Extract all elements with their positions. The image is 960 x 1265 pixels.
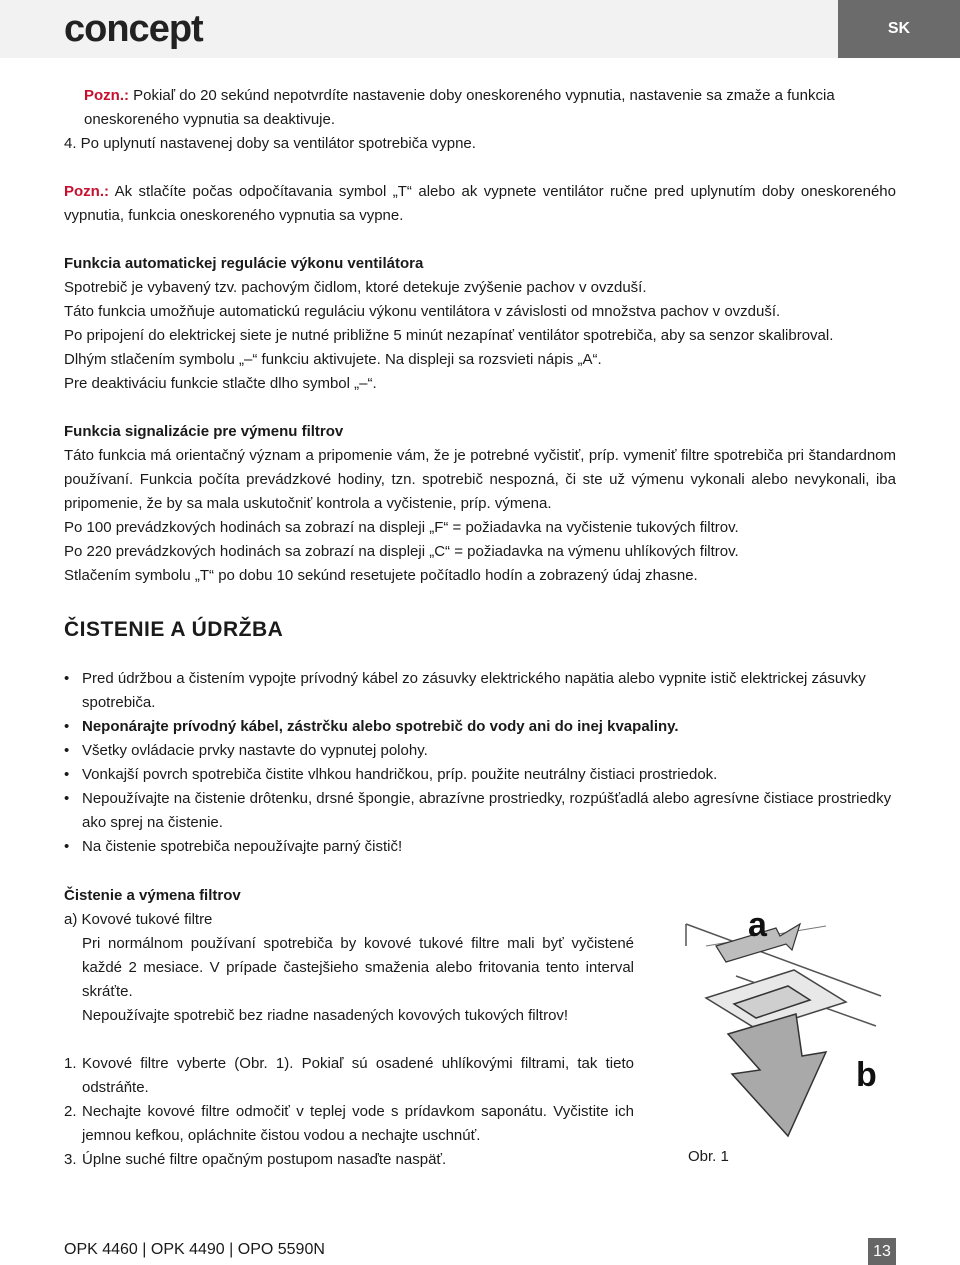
filters-title: Čistenie a výmena filtrov (64, 887, 241, 904)
auto-reg-line-2: Po pripojení do elektrickej siete je nutné približne 5 minút nezapínať ventilátor spotrebiča, aby sa senzor skalibroval. (64, 327, 834, 344)
filter-signal-para: Táto funkcia má orientačný význam a pripomenie vám, že je potrebné vyčistiť, príp. vymeniť filtre spotrebiča pri štandardnom používaní. Funkcia počíta prevádzkové hodiny, tzn. spotrebič nespozná, či ste už výmenu vykonali alebo nevykonali, iba pripomenie, že by sa mala uskutočniť kontrola a vyčistenie, príp. výmena. (64, 447, 896, 512)
filters-section (64, 884, 634, 1172)
filter-signal-line-2: Stlačením symbolu „T“ po dobu 10 sekúnd resetujete počítadlo hodín a zobrazený údaj zhasne. (64, 567, 698, 584)
filters-para-2: Nepoužívajte spotrebič bez riadne nasadených kovových tukových filtrov! (82, 1007, 569, 1024)
page-number: 13 (868, 1238, 896, 1265)
bullet-icon: • (64, 742, 70, 759)
bullet-icon: • (64, 718, 70, 735)
auto-reg-line-0: Spotrebič je vybavený tzv. pachovým čidlom, ktoré detekuje zvýšenie pachov v ovzduší. (64, 279, 647, 296)
bullet-icon: • (64, 766, 70, 783)
list-item: 3. Úplne suché filtre opačným postupom nasaďte naspäť. (64, 1151, 447, 1168)
figure-caption: Obr. 1 (688, 1148, 729, 1165)
note-2-text: Ak stlačíte počas odpočítavania symbol „T“ alebo ak vypnete ventilátor ručne pred uplynutím doby oneskoreného vypnutia, funkcia oneskoreného vypnutia sa vypne. (64, 183, 896, 224)
list-item: • Pred údržbou a čistením vypojte prívodný kábel zo zásuvky elektrického napätia alebo vypnite istič elektrickej zásuvky spotrebiča. (64, 667, 896, 715)
note-2-label: Pozn.: (64, 183, 109, 200)
language-badge: SK (838, 0, 960, 58)
page-header (0, 0, 960, 58)
label-b: b (856, 1056, 877, 1094)
note-1-cont: oneskoreného vypnutia sa deaktivuje. (84, 111, 336, 128)
brand-logo: concept (64, 8, 203, 50)
arrow-b-icon (728, 1014, 826, 1136)
filters-steps (64, 1052, 634, 1172)
footer-models: OPK 4460 | OPK 4490 | OPO 5590N (64, 1241, 325, 1258)
note-1 (64, 84, 896, 108)
step-4: 4. Po uplynutí nastavenej doby sa ventilátor spotrebiča vypne. (64, 135, 476, 152)
main-content (64, 84, 896, 588)
cleaning-bullet-list (64, 667, 896, 859)
list-item: • Na čistenie spotrebiča nepoužívajte parný čistič! (64, 835, 896, 859)
auto-reg-line-3: Dlhým stlačením symbolu „–“ funkciu aktivujete. Na displeji sa rozsvieti nápis „A“. (64, 351, 602, 368)
bullet-icon: • (64, 838, 70, 855)
auto-reg-line-4: Pre deaktiváciu funkcie stlačte dlho symbol „–“. (64, 375, 377, 392)
note-2 (64, 180, 896, 228)
list-item: • Nepoužívajte na čistenie drôtenku, drsné špongie, abrazívne prostriedky, rozpúšťadlá alebo agresívne čistiace prostriedky ako sprej na čistenie. (64, 787, 896, 835)
auto-reg-line-1: Táto funkcia umožňuje automatickú reguláciu výkonu ventilátora v závislosti od množstva pachov v ovzduší. (64, 303, 781, 320)
label-a: a (748, 906, 767, 944)
bullet-icon: • (64, 790, 70, 807)
filters-sub-a: a) Kovové tukové filtre (64, 911, 213, 928)
list-item: • Neponárajte prívodný kábel, zástrčku alebo spotrebič do vody ani do inej kvapaliny. (64, 715, 896, 739)
bullet-icon: • (64, 670, 70, 687)
note-1-label: Pozn.: (84, 87, 129, 104)
note-1-text: Pokiaľ do 20 sekúnd nepotvrdíte nastavenie doby oneskoreného vypnutia, nastavenie sa zmaže a funkcia (129, 87, 835, 104)
auto-reg-title: Funkcia automatickej regulácie výkonu ventilátora (64, 255, 424, 272)
filter-signal-line-0: Po 100 prevádzkových hodinách sa zobrazí na displeji „F“ = požiadavka na vyčistenie tukových filtrov. (64, 519, 739, 536)
header-bar (0, 0, 838, 58)
cleaning-section-title: ČISTENIE A ÚDRŽBA (64, 618, 284, 641)
filter-removal-illustration (676, 906, 896, 1146)
list-item: • Všetky ovládacie prvky nastavte do vypnutej polohy. (64, 739, 896, 763)
list-item: 2. Nechajte kovové filtre odmočiť v teplej vode s prídavkom saponátu. Vyčistite ich jemnou kefkou, opláchnite čistou vodou a nechajte uschnúť. (64, 1103, 634, 1144)
filter-removal-figure (676, 906, 896, 1146)
filter-signal-title: Funkcia signalizácie pre výmenu filtrov (64, 423, 344, 440)
filter-signal-line-1: Po 220 prevádzkových hodinách sa zobrazí na displeji „C“ = požiadavka na výmenu uhlíkových filtrov. (64, 543, 739, 560)
list-item: 1. Kovové filtre vyberte (Obr. 1). Pokiaľ sú osadené uhlíkovými filtrami, tak tieto odstráňte. (64, 1055, 634, 1096)
filters-para-1: Pri normálnom používaní spotrebiča by kovové tukové filtre mali byť vyčistené každé 2 mesiace. V prípade častejšieho smaženia alebo fritovania tento interval skráťte. (82, 935, 634, 1000)
list-item: • Vonkajší povrch spotrebiča čistite vlhkou handričkou, príp. použite neutrálny čistiaci prostriedok. (64, 763, 896, 787)
